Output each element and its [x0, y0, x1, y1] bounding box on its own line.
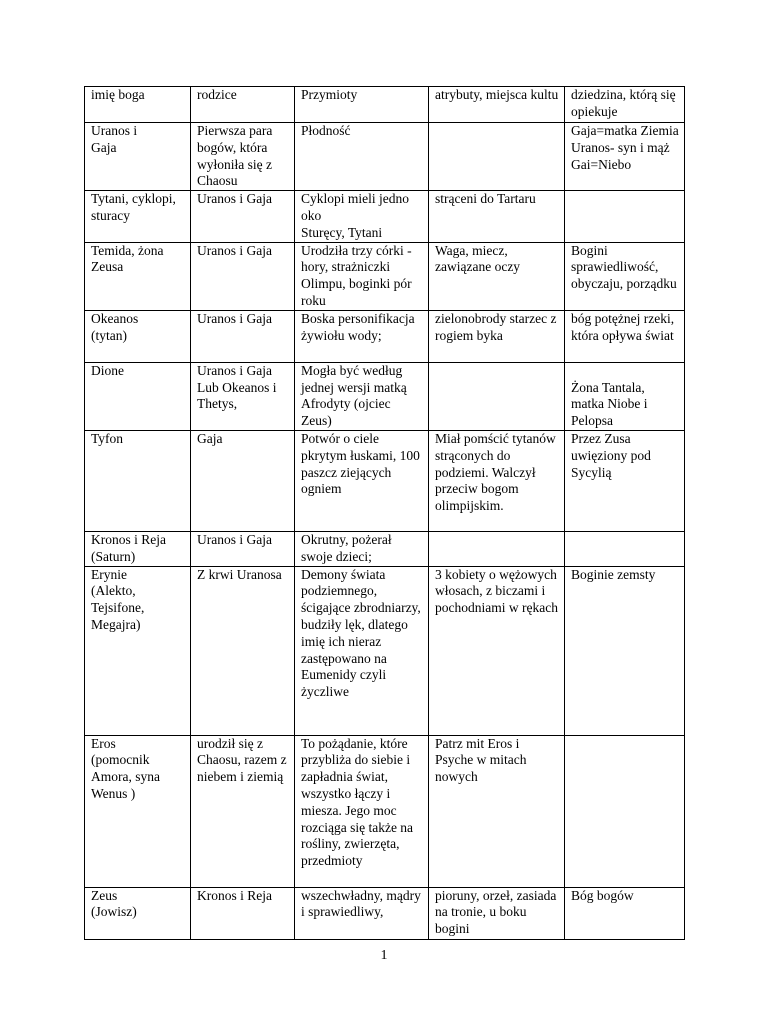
- table-row: [85, 887, 685, 939]
- table-cell: To pożądanie, które przybliża do siebie i zapładnia świat, wszystko łączy i miesza. Jego moc rozciąga się także na rośliny, zwierzęta, przedmioty: [295, 735, 429, 887]
- table-cell: Urodziła trzy córki - hory, strażniczki Olimpu, boginki pór roku: [295, 242, 429, 310]
- table-cell: Przez Zusa uwięziony pod Sycylią: [565, 430, 685, 531]
- table-cell: Dione: [85, 362, 191, 430]
- table-cell: [565, 735, 685, 887]
- table-cell: Tytani, cyklopi, sturacy: [85, 191, 191, 242]
- table-cell: Zeus (Jowisz): [85, 887, 191, 939]
- table-cell: Miał pomścić tytanów strąconych do podziemi. Walczył przeciw bogom olimpijskim.: [429, 430, 565, 531]
- table-cell: Uranos i Gaja Lub Okeanos i Thetys,: [191, 362, 295, 430]
- table-cell: Tyfon: [85, 430, 191, 531]
- table-cell: Erynie (Alekto, Tejsifone, Megajra): [85, 566, 191, 735]
- table-cell: zielonobrody starzec z rogiem byka: [429, 310, 565, 362]
- table-row: [85, 430, 685, 531]
- table-row: [85, 735, 685, 887]
- header-cell: dziedzina, którą się opiekuje: [565, 87, 685, 123]
- table-cell: Kronos i Reja: [191, 887, 295, 939]
- table-cell: urodził się z Chaosu, razem z niebem i ziemią: [191, 735, 295, 887]
- table-cell: Temida, żona Zeusa: [85, 242, 191, 310]
- table-row: [85, 362, 685, 430]
- table-cell: bóg potężnej rzeki, która opływa świat: [565, 310, 685, 362]
- table-cell: Waga, miecz, zawiązane oczy: [429, 242, 565, 310]
- table-cell: [429, 123, 565, 191]
- table-cell: [565, 191, 685, 242]
- table-cell: Okrutny, pożerał swoje dzieci;: [295, 531, 429, 566]
- table-cell: Cyklopi mieli jedno oko Sturęcy, Tytani: [295, 191, 429, 242]
- table-cell: Demony świata podziemnego, ścigające zbrodniarzy, budziły lęk, dlatego imię ich nieraz zastępowano na Eumenidy czyli życzliwe: [295, 566, 429, 735]
- header-cell: rodzice: [191, 87, 295, 123]
- table-row: [85, 531, 685, 566]
- table-cell: Patrz mit Eros i Psyche w mitach nowych: [429, 735, 565, 887]
- table-cell: Kronos i Reja (Saturn): [85, 531, 191, 566]
- table-cell: Uranos i Gaja: [191, 531, 295, 566]
- table-row: [85, 191, 685, 242]
- table-row: [85, 123, 685, 191]
- table-cell: Z krwi Uranosa: [191, 566, 295, 735]
- table-cell: 3 kobiety o wężowych włosach, z biczami i pochodniami w rękach: [429, 566, 565, 735]
- table-cell: [429, 531, 565, 566]
- table-cell: [429, 362, 565, 430]
- table-row: [85, 566, 685, 735]
- header-cell: imię boga: [85, 87, 191, 123]
- table-cell: Płodność: [295, 123, 429, 191]
- table-cell: Gaja: [191, 430, 295, 531]
- table-cell: Mogła być według jednej wersji matką Afrodyty (ojciec Zeus): [295, 362, 429, 430]
- table-cell: pioruny, orzeł, zasiada na tronie, u boku bogini: [429, 887, 565, 939]
- table-cell: Eros (pomocnik Amora, syna Wenus ): [85, 735, 191, 887]
- table-cell: Boginie zemsty: [565, 566, 685, 735]
- table-cell: Uranos i Gaja: [85, 123, 191, 191]
- table-cell: Pierwsza para bogów, która wyłoniła się z Chaosu: [191, 123, 295, 191]
- table-row: [85, 242, 685, 310]
- table-cell: [565, 531, 685, 566]
- table-cell: Bóg bogów: [565, 887, 685, 939]
- table-cell: Gaja=matka Ziemia Uranos- syn i mąż Gai=Niebo: [565, 123, 685, 191]
- gods-table: [84, 86, 685, 940]
- page-number: 1: [380, 948, 388, 963]
- header-cell: Przymioty: [295, 87, 429, 123]
- table-cell: Bogini sprawiedliwość, obyczaju, porządku: [565, 242, 685, 310]
- table-cell: Okeanos (tytan): [85, 310, 191, 362]
- table-row: [85, 310, 685, 362]
- header-cell: atrybuty, miejsca kultu: [429, 87, 565, 123]
- table-cell: Boska personifikacja żywiołu wody;: [295, 310, 429, 362]
- table-cell: Uranos i Gaja: [191, 310, 295, 362]
- table-header-row: [85, 87, 685, 123]
- table-cell: wszechwładny, mądry i sprawiedliwy,: [295, 887, 429, 939]
- table-cell: Uranos i Gaja: [191, 191, 295, 242]
- table-cell: strąceni do Tartaru: [429, 191, 565, 242]
- table-cell: Żona Tantala, matka Niobe i Pelopsa: [565, 362, 685, 430]
- table-cell: Uranos i Gaja: [191, 242, 295, 310]
- table-cell: Potwór o ciele pkrytym łuskami, 100 paszcz ziejących ogniem: [295, 430, 429, 531]
